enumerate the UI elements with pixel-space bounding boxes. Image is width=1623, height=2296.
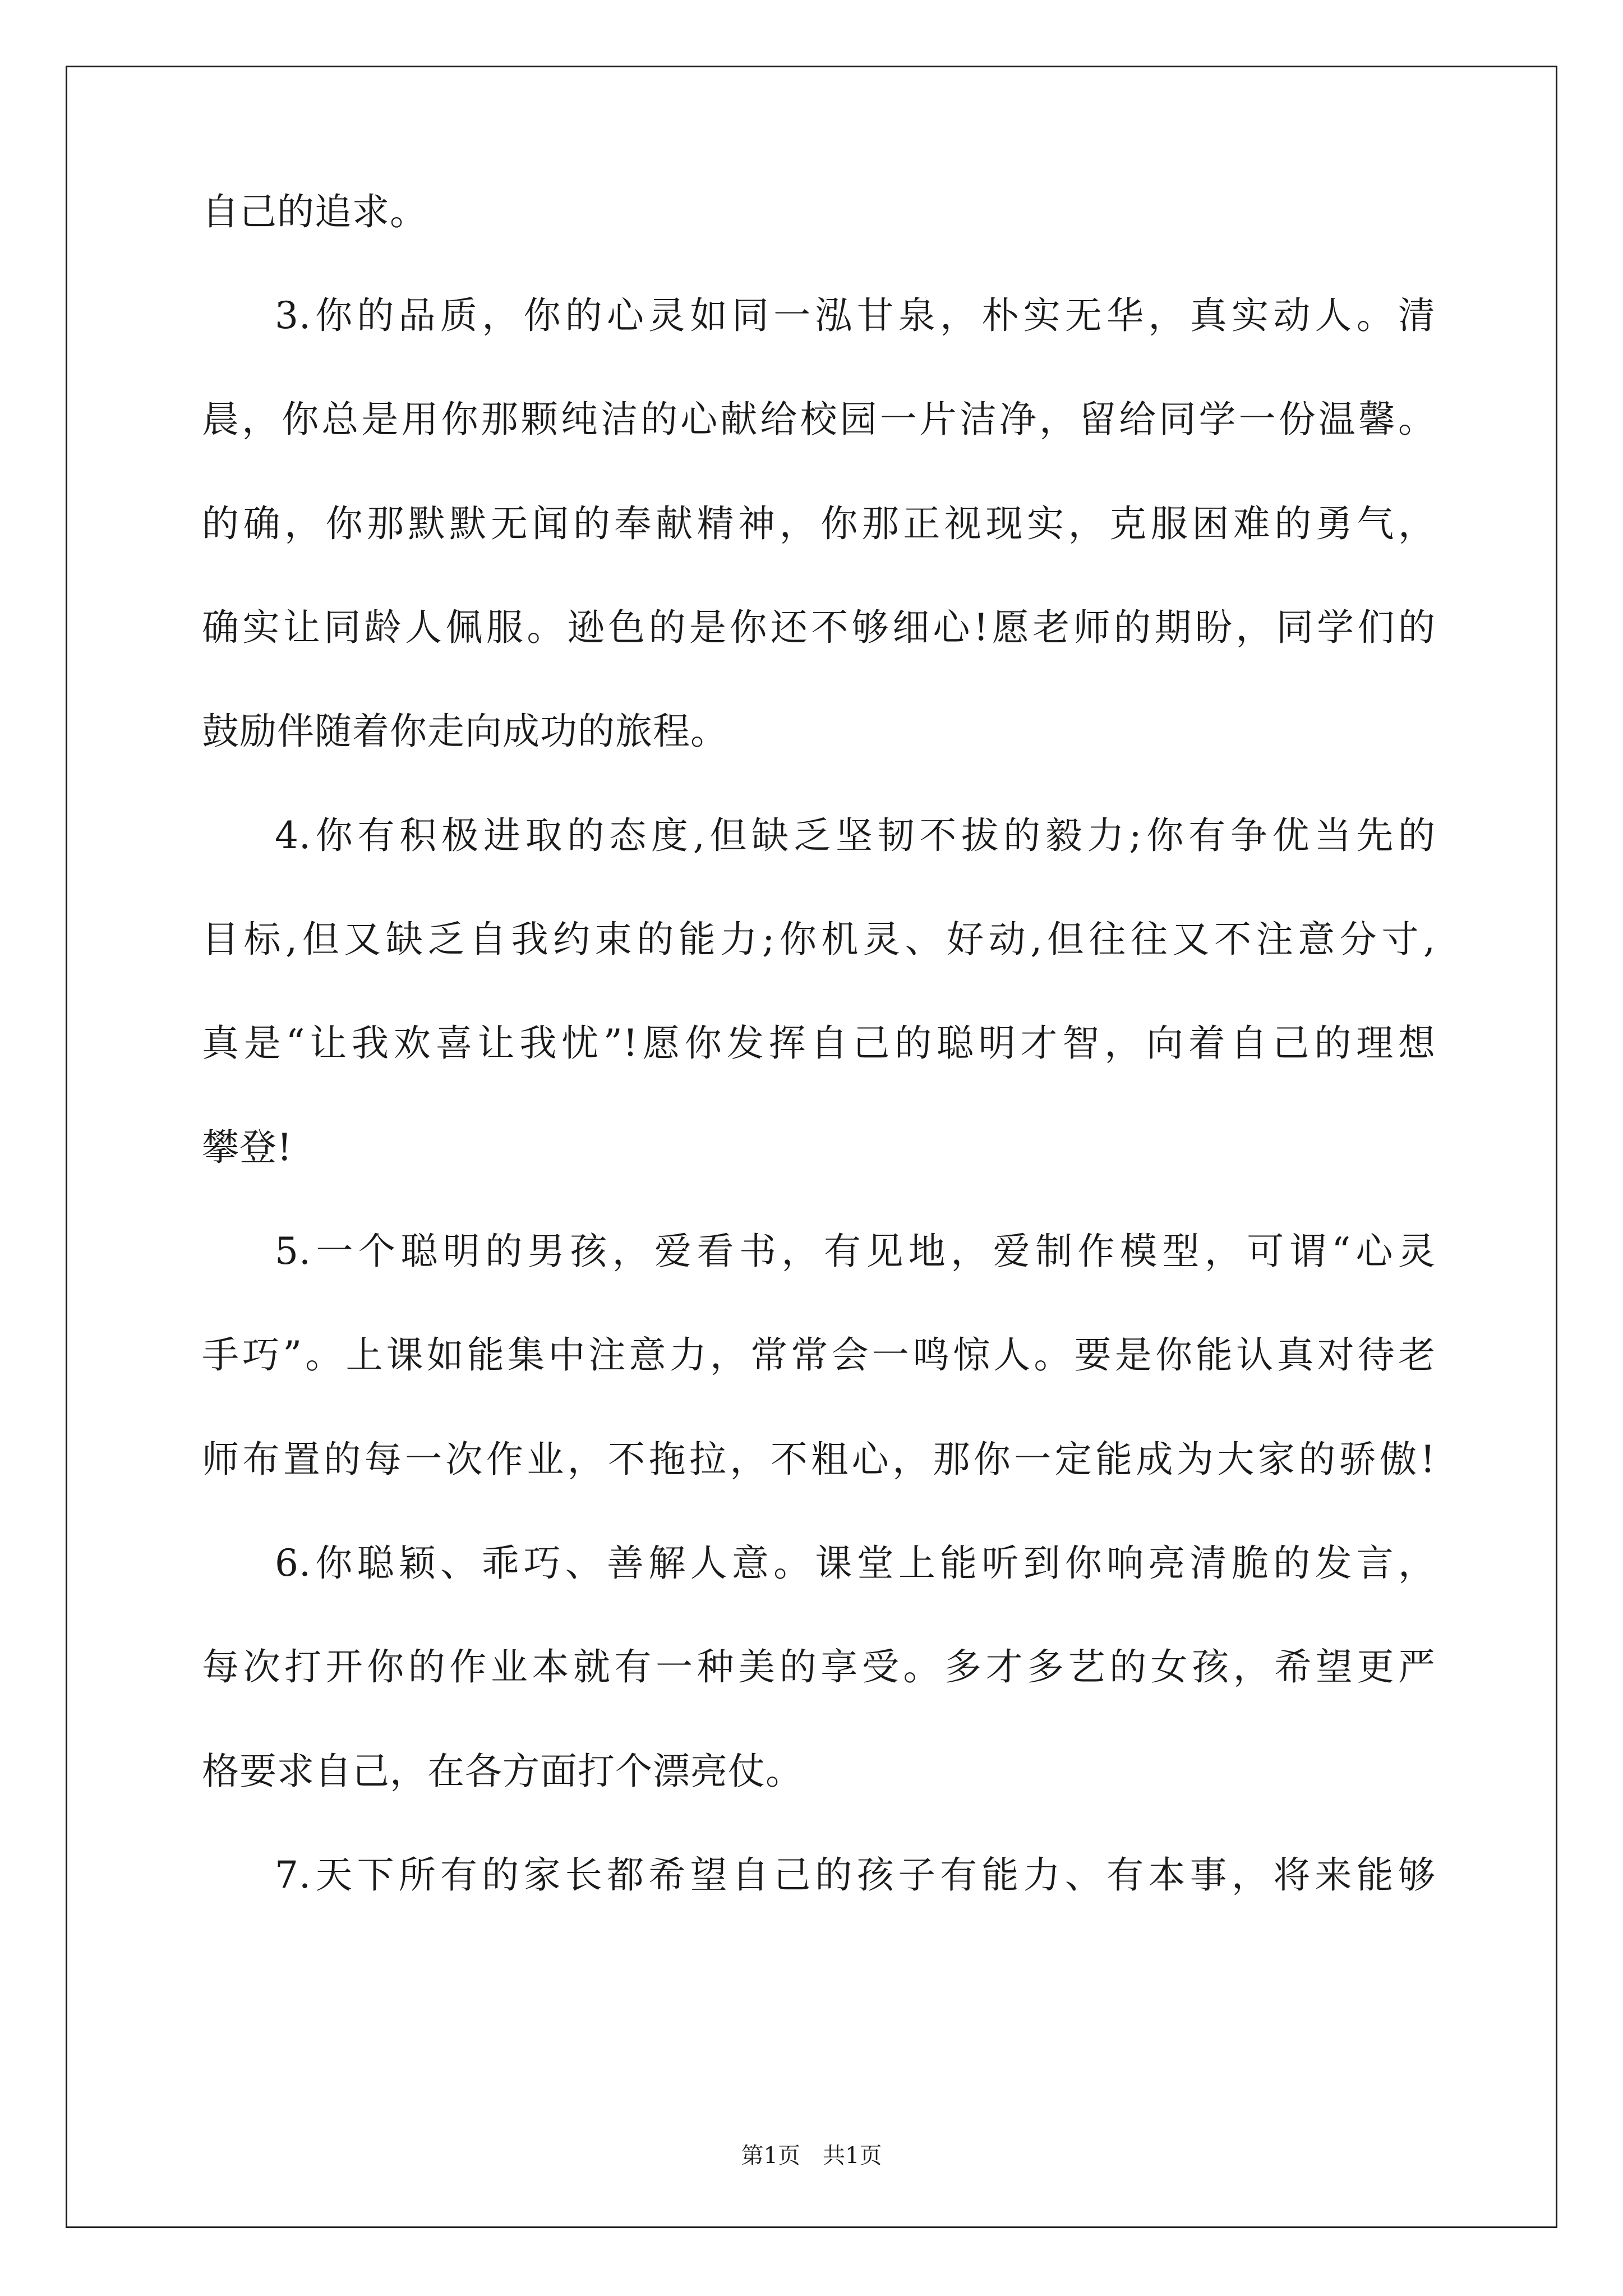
text-line: 鼓励伴随着你走向成功的旅程。 bbox=[202, 710, 728, 753]
text-line: 7.天下所有的家长都希望自己的孩子有能力、有本事，将来能够 bbox=[275, 1853, 1436, 1897]
text-line: 晨，你总是用你那颗纯洁的心献给校园一片洁净，留给同学一份温馨。 bbox=[202, 398, 1436, 441]
page-number-total: 共1页 bbox=[823, 2143, 882, 2169]
text-line: 自己的追求。 bbox=[202, 190, 427, 233]
text-line: 目标,但又缺乏自我约束的能力;你机灵、好动,但往往又不注意分寸, bbox=[202, 918, 1436, 961]
text-line: 的确，你那默默无闻的奉献精神，你那正视现实，克服困难的勇气， bbox=[202, 502, 1436, 545]
text-line: 攀登! bbox=[202, 1126, 293, 1169]
text-line: 6.你聪颖、乖巧、善解人意。课堂上能听到你响亮清脆的发言， bbox=[275, 1542, 1436, 1585]
text-line: 手巧”。上课如能集中注意力，常常会一鸣惊人。要是你能认真对待老 bbox=[202, 1333, 1436, 1377]
page-number-current: 第1页 bbox=[741, 2143, 800, 2169]
text-line: 4.你有积极进取的态度,但缺乏坚韧不拔的毅力;你有争优当先的 bbox=[275, 814, 1436, 857]
text-line: 师布置的每一次作业，不拖拉，不粗心，那你一定能成为大家的骄傲! bbox=[202, 1438, 1436, 1481]
text-line: 3.你的品质，你的心灵如同一泓甘泉，朴实无华，真实动人。清 bbox=[275, 294, 1436, 337]
text-line: 真是“让我欢喜让我忧”!愿你发挥自己的聪明才智，向着自己的理想 bbox=[202, 1022, 1436, 1065]
text-line: 5.一个聪明的男孩，爱看书，有见地，爱制作模型，可谓“心灵 bbox=[275, 1230, 1436, 1273]
text-line: 格要求自己，在各方面打个漂亮仗。 bbox=[202, 1750, 803, 1793]
page-footer bbox=[0, 2142, 1623, 2170]
text-line: 每次打开你的作业本就有一种美的享受。多才多艺的女孩，希望更严 bbox=[202, 1645, 1436, 1688]
text-line: 确实让同龄人佩服。逊色的是你还不够细心!愿老师的期盼，同学们的 bbox=[202, 606, 1436, 649]
